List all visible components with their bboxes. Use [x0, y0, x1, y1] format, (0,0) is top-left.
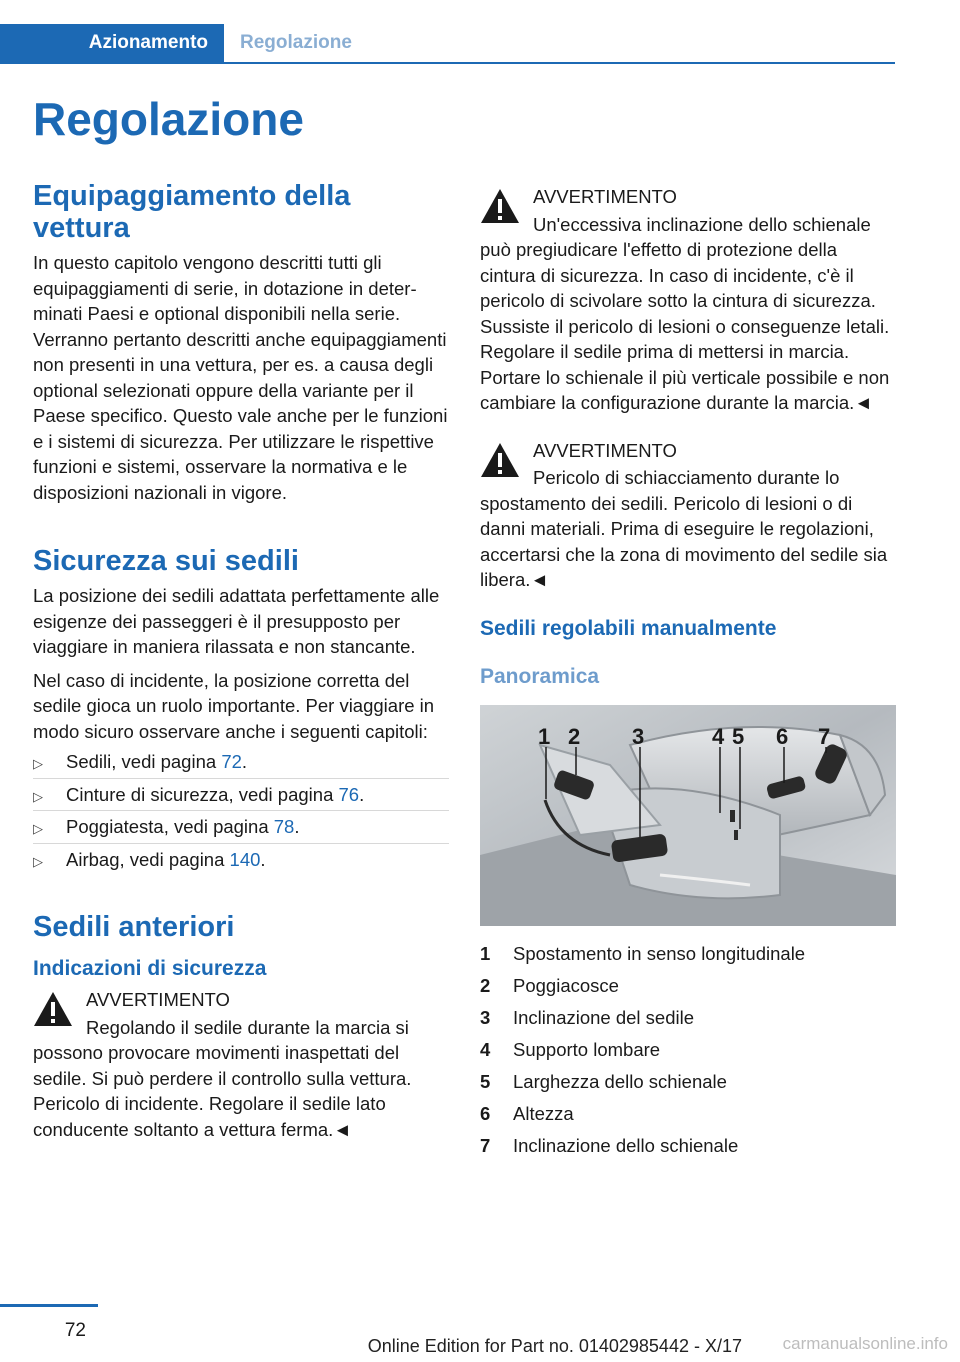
warning-block [33, 987, 449, 1142]
page-link[interactable]: 140 [229, 848, 261, 870]
section-title-sedili-anteriori: Sedili anteriori [33, 911, 235, 943]
figure-callout: 3 [632, 723, 645, 749]
bullet-triangle-icon: ▷ [33, 756, 43, 771]
tab-regolazione[interactable]: Regolazione [240, 32, 352, 53]
warning-triangle-icon [480, 442, 520, 478]
warning-text: Regolando il sedile durante la marcia si possono provocare movimenti inaspettati del sedile. Si può perdere il controllo sulla vettura. Pericolo di incidente. Regolare il sedile lato conducente soltanto a vettura ferma.◄ [33, 1016, 412, 1140]
section-body-sicurezza-1: La posizione dei sedili adattata perfettamente alle esigenze dei passeggeri è il presupposto per viaggiare in maniera rilassata e non stancante. [33, 585, 440, 657]
section-title-equipaggiamento: Equipaggiamento della vettura [33, 180, 351, 244]
bullet-triangle-icon: ▷ [33, 853, 43, 869]
warning-triangle-icon [33, 991, 73, 1027]
watermark: carmanualsonline.info [782, 1334, 948, 1353]
warning-block [480, 438, 896, 593]
edition-line: Online Edition for Part no. 01402985442 - X/17 [367, 1336, 742, 1356]
warning-label: AVVERTIMENTO [86, 989, 230, 1010]
subsection-title-panoramica: Panoramica [480, 664, 600, 688]
page-number: 72 [64, 1320, 86, 1341]
warning-label: AVVERTIMENTO [533, 439, 677, 461]
warning-triangle-icon [480, 188, 520, 224]
figure-callout: 7 [818, 723, 831, 749]
figure-callout: 6 [776, 723, 789, 749]
list-item: 1 Spostamento in senso longitudinale [480, 942, 806, 964]
reference-list [33, 746, 449, 875]
figure-callout: 4 [712, 723, 725, 749]
list-item: 4 Supporto lombare [480, 1038, 661, 1060]
warning-text: Pericolo di schiacciamento durante lo spostamento dei sedili. Pericolo di lesioni o di danni materiali. Prima di eseguire le regolazioni, accertarsi che la zona di movimento del sedile sia libera.◄ [480, 467, 888, 590]
footer-rule [0, 1304, 98, 1307]
list-item: 2 Poggiacosce [480, 974, 619, 996]
list-item: ▷ Poggiatesta, vedi pagina 78. [33, 811, 449, 844]
left-column [33, 180, 449, 1164]
page-link[interactable]: 76 [338, 783, 360, 805]
list-item: ▷ Cinture di sicurezza, vedi pagina 76. [33, 779, 449, 812]
warning-text: Un'eccessiva inclinazione dello schienale può pregiudicare l'effetto di protezione della cintura di sicurezza. In caso di incidente, c'è il pericolo di scivolare sotto la cintura di sicurezza. Sussiste il pericolo di lesioni o conseguenze letali. Regolare il sedile prima di mettersi in marcia. Portare lo schienale il più verticale possibile e non cambiare la configurazione durante la marcia.◄ [480, 213, 890, 413]
bullet-triangle-icon: ▷ [33, 821, 43, 836]
list-item: 5 Larghezza dello schienale [480, 1070, 727, 1092]
subsection-title-sedili-regolabili: Sedili regolabili manualmente [480, 616, 777, 640]
right-column [480, 184, 896, 1162]
figure-callout: 2 [568, 723, 581, 749]
tab-azionamento[interactable]: Azionamento [0, 24, 224, 62]
figure-callout: 5 [732, 723, 745, 749]
list-item: ▷ Sedili, vedi pagina 72. [33, 746, 449, 779]
list-item: 6 Altezza [480, 1102, 574, 1124]
list-item: ▷ Airbag, vedi pagina 140. [33, 844, 449, 876]
seat-controls-illustration [480, 705, 896, 926]
warning-block [480, 184, 896, 416]
page-link[interactable]: 72 [221, 751, 242, 772]
page-link[interactable]: 78 [273, 816, 295, 837]
figure-callout: 1 [538, 723, 551, 749]
warning-label: AVVERTIMENTO [533, 186, 677, 207]
section-title-sicurezza: Sicurezza sui sedili [33, 545, 299, 577]
bullet-triangle-icon: ▷ [33, 788, 43, 804]
subsection-title-indicazioni: Indicazioni di sicurezza [33, 957, 267, 980]
list-item: 7 Inclinazione dello schienale [480, 1134, 739, 1156]
section-body-sicurezza-2: Nel caso di incidente, la posizione corretta del sedile gioca un ruolo importante. Per viaggiare in modo sicuro osservare anche i seguenti capitoli: [33, 669, 435, 742]
section-body-equipaggiamento: In questo capitolo vengono descritti tutti gli equipaggiamenti di serie, in dotazione in determinati Paesi e optional disponibili nella serie. Verranno pertanto descritti anche equipaggiamenti non presenti in una vettura, per es. a causa degli optional selezionati oppure della variante per il Paese specifico. Questo vale anche per le funzioni e i sistemi di sicurezza. Per utilizzare le rispettive funzioni e sistemi, osservare la normativa e le disposizioni nazionali in vigore. [33, 252, 448, 503]
figure-legend [480, 938, 896, 1162]
header-tabs [0, 24, 895, 64]
list-item: 3 Inclinazione del sedile [480, 1006, 695, 1028]
page-title: Regolazione [33, 93, 304, 145]
